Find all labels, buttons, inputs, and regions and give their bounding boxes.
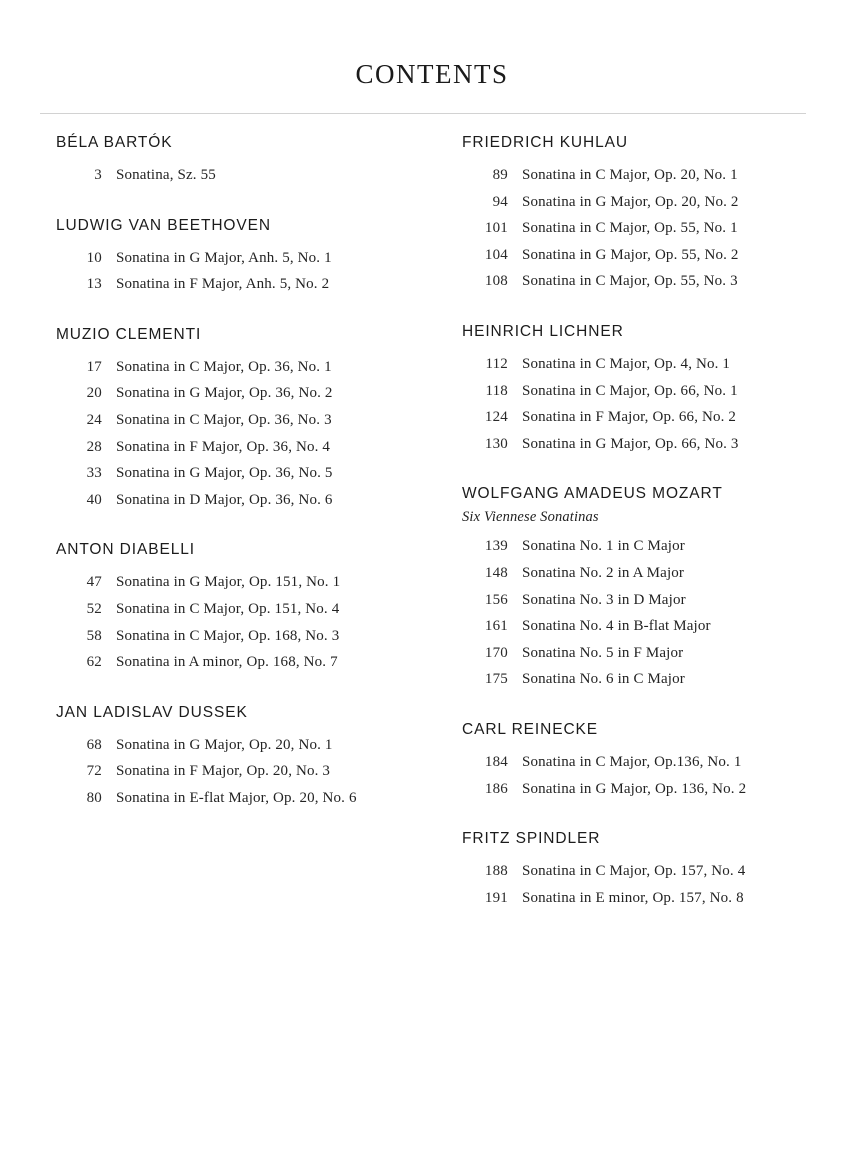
toc-entry[interactable] — [462, 351, 852, 378]
title-divider — [40, 113, 806, 114]
entry-page-number: 161 — [484, 618, 508, 635]
toc-entry[interactable] — [462, 666, 852, 693]
entry-list — [56, 245, 446, 298]
toc-entry[interactable] — [56, 162, 446, 189]
entry-page-number: 13 — [86, 276, 102, 293]
entry-page-number: 191 — [484, 889, 508, 906]
entry-page-number: 62 — [86, 654, 102, 671]
composer-section — [462, 719, 852, 802]
toc-entry[interactable] — [56, 434, 446, 461]
entry-list — [462, 351, 852, 457]
entry-page-number: 186 — [484, 780, 508, 797]
entry-page-number: 47 — [86, 574, 102, 591]
toc-entry[interactable] — [56, 354, 446, 381]
entry-title: Sonatina in G Major, Op. 36, No. 5 — [116, 465, 333, 482]
entry-title: Sonatina in C Major, Op. 4, No. 1 — [522, 355, 731, 372]
entry-title: Sonatina in C Major, Op. 66, No. 1 — [522, 382, 738, 399]
entry-page-number: 170 — [484, 644, 508, 661]
entry-title: Sonatina in C Major, Op. 55, No. 1 — [522, 220, 738, 237]
toc-entry[interactable] — [462, 858, 852, 885]
entry-page-number: 10 — [86, 249, 102, 266]
entry-page-number: 24 — [86, 411, 102, 428]
toc-entry[interactable] — [56, 623, 446, 650]
entry-list — [56, 354, 446, 514]
toc-entry[interactable] — [462, 378, 852, 405]
composer-name: LUDWIG VAN BEETHOVEN — [56, 216, 271, 234]
composer-section — [462, 321, 852, 457]
toc-entry[interactable] — [462, 776, 852, 803]
entry-title: Sonatina in E minor, Op. 157, No. 8 — [522, 889, 744, 906]
entry-page-number: 139 — [484, 538, 508, 555]
contents-column-right — [462, 132, 852, 911]
toc-entry[interactable] — [56, 732, 446, 759]
composer-name: HEINRICH LICHNER — [462, 322, 624, 340]
composer-name: JAN LADISLAV DUSSEK — [56, 703, 248, 721]
composer-name: CARL REINECKE — [462, 720, 599, 738]
entry-page-number: 156 — [484, 591, 508, 608]
page-title: contents — [355, 50, 509, 92]
toc-entry[interactable] — [56, 785, 446, 812]
entry-page-number: 94 — [492, 193, 508, 210]
composer-section — [56, 215, 446, 298]
entry-list — [56, 162, 446, 189]
entry-title: Sonatina in G Major, Op. 20, No. 1 — [116, 736, 333, 753]
entry-title: Sonatina in C Major, Op. 55, No. 3 — [522, 273, 738, 290]
toc-entry[interactable] — [462, 242, 852, 269]
entry-title: Sonatina, Sz. 55 — [116, 167, 216, 183]
toc-entry[interactable] — [462, 189, 852, 216]
entry-page-number: 108 — [484, 273, 508, 290]
entry-page-number: 28 — [86, 438, 102, 455]
entry-title: Sonatina in F Major, Anh. 5, No. 2 — [116, 276, 330, 293]
contents-column-left — [56, 132, 446, 812]
toc-entry[interactable] — [56, 569, 446, 596]
entry-title: Sonatina in C Major, Op. 157, No. 4 — [522, 863, 746, 880]
composer-section — [56, 539, 446, 675]
entry-title: Sonatina in G Major, Op. 36, No. 2 — [116, 385, 333, 402]
entry-title: Sonatina in E-flat Major, Op. 20, No. 6 — [116, 789, 357, 806]
entry-page-number: 72 — [86, 763, 102, 780]
composer-name: WOLFGANG AMADEUS MOZART — [462, 485, 723, 503]
entry-page-number: 52 — [86, 600, 102, 617]
composer-section — [462, 483, 852, 693]
entry-list — [462, 749, 852, 802]
entry-title: Sonatina in G Major, Op. 66, No. 3 — [522, 435, 739, 452]
entry-title: Sonatina in C Major, Op. 20, No. 1 — [522, 167, 738, 183]
entry-title: Sonatina in C Major, Op.136, No. 1 — [522, 753, 742, 770]
toc-entry[interactable] — [56, 380, 446, 407]
entry-page-number: 68 — [86, 736, 102, 753]
toc-entry[interactable] — [462, 431, 852, 458]
entry-title: Sonatina in G Major, Op. 151, No. 1 — [116, 574, 341, 591]
entry-page-number: 112 — [485, 355, 508, 372]
toc-entry[interactable] — [462, 640, 852, 667]
toc-entry[interactable] — [462, 560, 852, 587]
composer-name: ANTON DIABELLI — [56, 541, 195, 559]
entry-page-number: 124 — [484, 409, 508, 426]
toc-entry[interactable] — [56, 596, 446, 623]
entry-title: Sonatina in A minor, Op. 168, No. 7 — [116, 654, 338, 671]
entry-title: Sonatina No. 5 in F Major — [522, 644, 684, 661]
entry-list — [56, 732, 446, 812]
composer-section — [56, 324, 446, 514]
entry-page-number: 130 — [484, 435, 508, 452]
entry-page-number: 101 — [484, 220, 508, 237]
composer-section — [462, 828, 852, 911]
toc-entry[interactable] — [462, 268, 852, 295]
entry-title: Sonatina in F Major, Op. 36, No. 4 — [116, 438, 331, 455]
entry-title: Sonatina No. 1 in C Major — [522, 538, 685, 555]
entry-page-number: 104 — [484, 246, 508, 263]
entry-page-number: 89 — [492, 167, 508, 183]
toc-entry[interactable] — [56, 487, 446, 514]
entry-title: Sonatina No. 6 in C Major — [522, 671, 685, 688]
composer-name: FRITZ SPINDLER — [462, 830, 601, 848]
toc-entry[interactable] — [462, 215, 852, 242]
entry-title: Sonatina in C Major, Op. 36, No. 1 — [116, 358, 332, 375]
entry-title: Sonatina in G Major, Op. 55, No. 2 — [522, 246, 739, 263]
entry-page-number: 20 — [86, 385, 102, 402]
entry-page-number: 58 — [86, 627, 102, 644]
entry-page-number: 80 — [86, 789, 102, 806]
entry-page-number: 17 — [86, 358, 102, 375]
entry-page-number: 184 — [484, 753, 508, 770]
entry-page-number: 118 — [485, 382, 508, 399]
entry-page-number: 188 — [484, 863, 508, 880]
entry-title: Sonatina in D Major, Op. 36, No. 6 — [116, 491, 333, 508]
toc-entry[interactable] — [462, 162, 852, 189]
entry-title: Sonatina in F Major, Op. 20, No. 3 — [116, 763, 331, 780]
entry-page-number: 175 — [484, 671, 508, 688]
entry-title: Sonatina in G Major, Op. 20, No. 2 — [522, 193, 739, 210]
toc-entry[interactable] — [462, 587, 852, 614]
entry-page-number: 148 — [484, 564, 508, 581]
composer-section — [462, 132, 852, 295]
composer-name: BÉLA BARTÓK — [56, 134, 173, 151]
toc-entry[interactable] — [56, 407, 446, 434]
toc-entry[interactable] — [462, 404, 852, 431]
toc-entry[interactable] — [56, 271, 446, 298]
toc-entry[interactable] — [462, 749, 852, 776]
entry-list — [462, 533, 852, 693]
section-subtitle: Six Viennese Sonatinas — [462, 509, 599, 526]
entry-list — [462, 162, 852, 295]
toc-entry[interactable] — [56, 649, 446, 676]
entry-title: Sonatina No. 4 in B-flat Major — [522, 618, 711, 635]
entry-page-number: 3 — [94, 167, 102, 183]
toc-entry[interactable] — [56, 758, 446, 785]
composer-name: MUZIO CLEMENTI — [56, 325, 202, 343]
entry-page-number: 33 — [86, 465, 102, 482]
composer-section — [56, 702, 446, 812]
composer-name: FRIEDRICH KUHLAU — [462, 134, 628, 151]
entry-title: Sonatina in G Major, Op. 136, No. 2 — [522, 780, 747, 797]
entry-title: Sonatina No. 3 in D Major — [522, 591, 686, 608]
entry-list — [56, 569, 446, 675]
toc-entry[interactable] — [56, 460, 446, 487]
composer-section — [56, 132, 446, 189]
toc-entry[interactable] — [462, 613, 852, 640]
entry-title: Sonatina No. 2 in A Major — [522, 564, 685, 581]
toc-entry[interactable] — [462, 533, 852, 560]
entry-title: Sonatina in F Major, Op. 66, No. 2 — [522, 409, 737, 426]
entry-title: Sonatina in G Major, Anh. 5, No. 1 — [116, 249, 332, 266]
entry-list — [462, 858, 852, 911]
entry-title: Sonatina in C Major, Op. 36, No. 3 — [116, 411, 332, 428]
entry-title: Sonatina in C Major, Op. 168, No. 3 — [116, 627, 340, 644]
toc-entry[interactable] — [56, 245, 446, 272]
toc-entry[interactable] — [462, 885, 852, 912]
entry-page-number: 40 — [86, 491, 102, 508]
entry-title: Sonatina in C Major, Op. 151, No. 4 — [116, 600, 340, 617]
